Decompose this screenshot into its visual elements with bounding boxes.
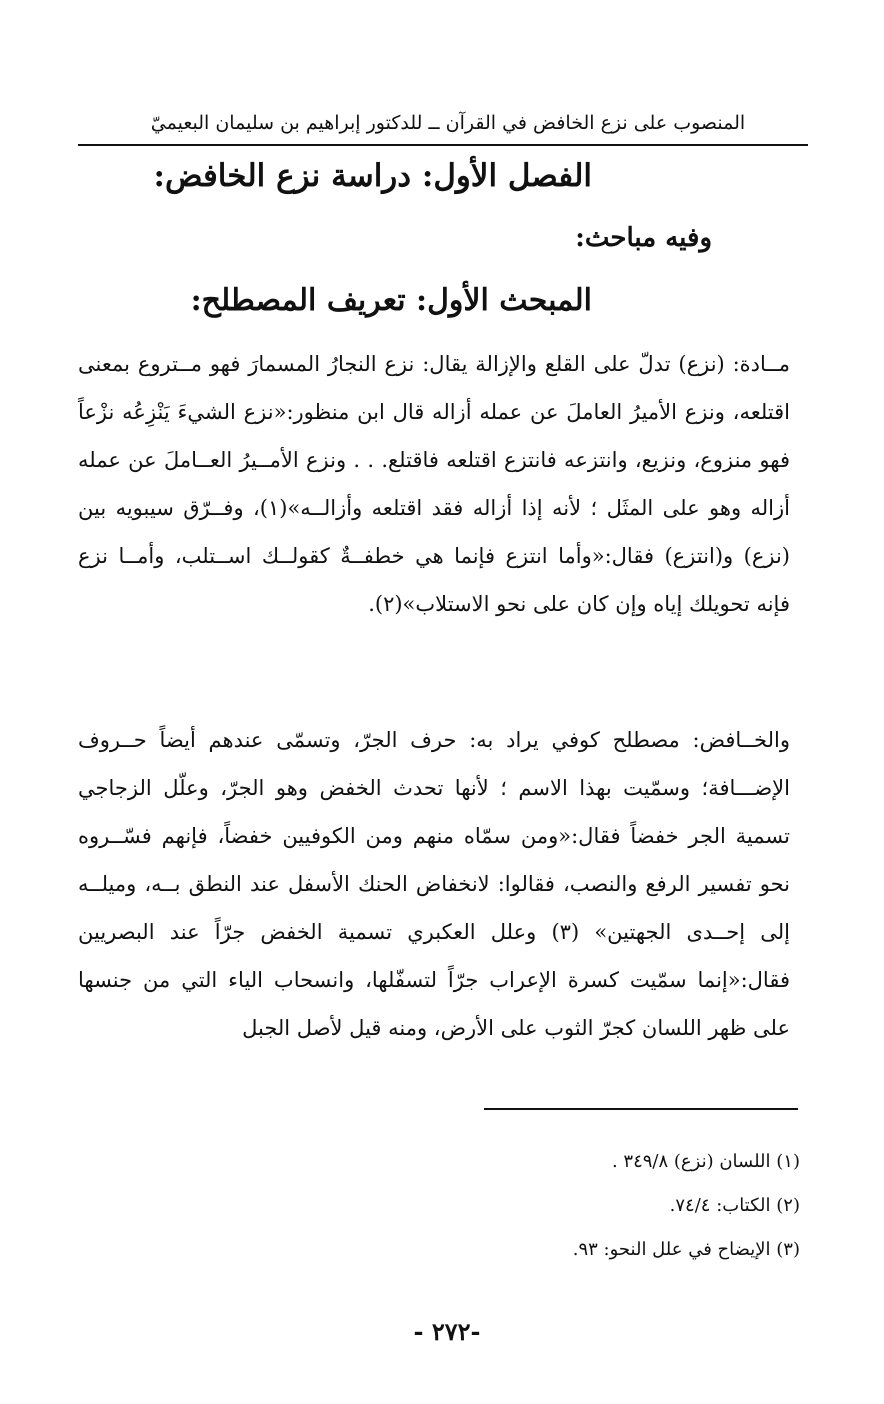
section-title: المبحث الأول: تعريف المصطلح: xyxy=(190,283,592,318)
intro-line: وفيه مباحث: xyxy=(575,223,712,253)
footnote-rule xyxy=(484,1108,798,1110)
footnote-3: (٣) الإيضاح في علل النحو: ٩٣. xyxy=(572,1239,800,1260)
chapter-title: الفصل الأول: دراسة نزع الخافض: xyxy=(153,158,592,194)
header-rule xyxy=(78,144,808,146)
page-number: -٢٧٢ - xyxy=(413,1317,481,1346)
footnote-2: (٢) الكتاب: ٧٤/٤. xyxy=(669,1195,800,1216)
running-header: المنصوب على نزع الخافض في القرآن ــ للدكتور إبراهيم بن سليمان البعيميّ xyxy=(150,112,746,134)
footnotes-list xyxy=(200,1140,800,1272)
body-paragraph-2: والخــافض: مصطلح كوفي يراد به: حرف الجرّ، وتسمّى عندهم أيضاً حــروف الإضـــافة؛ وسمّيت بهذا الاسم ؛ لأنها تحدث الخفض وهو الجرّ، وعلّل الزجاجي تسمية الجر خفضاً فقال:«ومن سمّاه منهم ومن الكوفيين خفضاً، فإنهم فسّــروه نحو تفسير الرفع والنصب، فقالوا: لانخفاض الحنك الأسفل عند النطق بــه، وميلــه إلى إحــدى الجهتين» (٣) وعلل العكبري تسمية الخفض جرّاً عند البصريين فقال:«إنما سمّيت كسرة الإعراب جرّاً لتسفّلها، وانسحاب الياء التي من جنسها على ظهر اللسان كجرّ الثوب على الأرض، ومنه قيل لأصل الجبل xyxy=(78,728,790,1040)
body-paragraph-1: مــادة: (نزع) تدلّ على القلع والإزالة يقال: نزع النجارُ المسمارَ فهو مــتروع بمعنى اقتلعه، ونزع الأميرُ العاملَ عن عمله أزاله قال ابن منظور:«نزع الشيءَ يَنْزِعُه نزْعاً فهو منزوع، ونزيع، وانتزعه فانتزع اقتلعه فاقتلع. . . ونزع الأمــيرُ العــاملَ عن عمله أزاله وهو على المثَل ؛ لأنه إذا أزاله فقد اقتلعه وأزالــه»(١)، وفــرّق سيبويه بين (نزع) و(انتزع) فقال:«وأما انتزع فإنما هي خطفــةٌ كقولــك اســتلب، وأمــا نزع فإنه تحويلك إياه وإن كان على نحو الاستلاب»(٢). xyxy=(78,352,790,616)
footnote-1: (١) اللسان (نزع) ٣٤٩/٨ . xyxy=(611,1151,800,1172)
